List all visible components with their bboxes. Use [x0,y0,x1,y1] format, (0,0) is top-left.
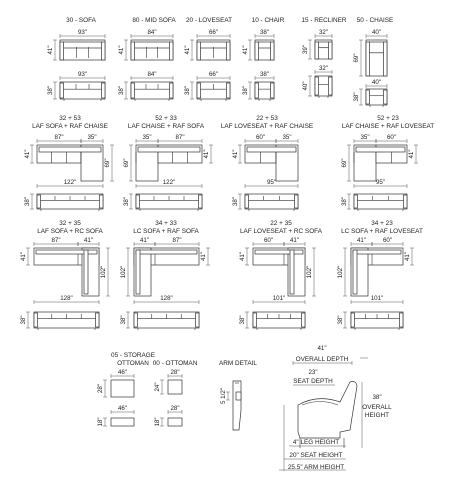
r1-item-5-front-arm-r [384,90,388,104]
r1-item-5-top-width-label: 40" [371,29,382,36]
r2-item-0-w1-label: 87" [54,134,64,141]
r1-item-3-height-label: 38" [242,85,249,96]
r3-item-1-left-dim-label: 102" [120,265,127,279]
r3-item-0-w2-label: 41" [83,237,94,244]
r2-item-3-name: LAF CHAISE + RAF LOVESEAT [341,123,435,130]
r3-item-1-front-arm-r [196,313,200,327]
r3-item-0-height-label: 38" [20,315,27,325]
r2-item-2-height-label: 38" [232,196,239,207]
r2-item-2-left-dim-label: 41" [232,149,239,159]
r2-item-3-w2-label: 60" [386,134,397,141]
r1-item-2-front-arm-l [197,83,201,98]
r3-item-2-total-label: 101" [272,295,286,302]
r1-item-2-front-arm-r [227,83,231,98]
r2-item-3-total-label: 95" [375,179,386,186]
ottoman-height-label: 18" [154,417,161,427]
r2-item-1-name: LAF CHAISE + RAF SOFA [127,123,205,130]
arm-height-label: 25.5" ARM HEIGHT [287,464,345,471]
r2-item-1-left-dim-label: 69" [123,158,130,168]
r1-item-3-depth-label: 41" [242,45,249,55]
r1-item-0-front-arm-r [102,83,106,98]
r3-item-0-w1-label: 87" [51,237,61,244]
r1-item-5-arm-right [384,42,388,76]
r1-item-5-arm-left [366,42,370,76]
overall-depth-label: OVERALL DEPTH [295,356,349,363]
r1-item-5-title: 50 - CHAISE [356,17,394,24]
r1-item-1-arm-right [170,42,174,60]
r1-item-4-front-arm-r [329,77,333,95]
r3-item-1-height-label: 38" [120,315,127,325]
r1-item-3-arm-right [271,42,275,60]
r1-item-1-arm-left [131,42,135,60]
r2-item-3-right-dim-label: 41" [408,149,415,159]
r1-item-5-front-width-label: 40" [371,79,382,86]
r1-item-3-title: 10 - CHAIR [251,17,285,24]
r1-item-0-front-outline [60,82,105,99]
r2-item-3-height-label: 38" [341,196,348,207]
r2-item-1-height-label: 38" [123,196,130,207]
r3-item-2-back-cushion [255,250,303,254]
r2-item-2-back-cushion [247,147,296,152]
ottoman-storage-depth-label: 28" [97,383,104,394]
r3-item-0-right-dim-label: 102" [100,265,107,279]
r2-item-3-front-arm-r [404,195,408,208]
r3-item-2-name: LAF LOVESEAT + RC SOFA [240,228,322,235]
r2-item-0-height-label: 38" [24,196,31,207]
r2-item-0-name: LAF SOFA + RAF CHAISE [32,123,108,130]
r1-item-0-depth-label: 41" [47,45,54,55]
leg-height-label: 4" LEG HEIGHT [292,439,340,446]
r3-item-2-left-dim-label: 41" [239,251,246,262]
r2-item-0-back-cushion [39,147,101,152]
r1-item-2-depth-label: 41" [184,45,191,55]
r3-item-3-w1-label: 41" [356,237,367,244]
r2-item-0-front-arm-r [100,195,104,208]
r1-item-3-front-width-label: 38" [259,71,270,78]
overall-height-label-2: HEIGHT [364,412,390,419]
r3-item-3-side-cushion [353,250,357,294]
r1-item-2-arm-right [227,42,231,60]
ottoman-storage-width-label: 46" [117,369,128,376]
r2-item-1-back-cushion [138,147,200,152]
r2-item-0-front-arm-l [37,195,41,208]
r2-item-3-front-outline [354,194,407,209]
r1-item-1-back-cushion [134,42,170,48]
r3-item-2-w1-label: 60" [263,237,274,244]
r2-item-2-code: 22 + 53 [256,115,278,122]
ottoman-storage-front [111,418,134,426]
r2-item-3-front-arm-l [354,195,358,208]
r1-item-2-height-label: 38" [184,85,191,96]
r1-item-2-title: 20 - LOVESEAT [185,17,233,24]
ottoman-depth-label: 24" [154,382,161,392]
r2-item-1-w1-label: 35" [142,134,152,141]
seat-height-label: 20" SEAT HEIGHT [289,452,343,459]
r3-item-3-front-arm-r [400,313,404,327]
r1-item-1-depth-label: 41" [118,45,125,55]
r3-item-0-front-arm-r [96,313,100,327]
r3-item-0-side-cushion [84,250,88,294]
r2-item-1-total-label: 122" [162,179,176,186]
r1-item-0-title: 30 - SOFA [66,17,96,24]
r2-item-1-code: 52 + 33 [155,115,177,122]
ottoman-storage-code: 05 - STORAGE [111,352,155,359]
r3-item-2-right-dim-label: 102" [306,265,313,279]
r2-item-3-back-cushion [356,147,405,152]
r3-item-0-code: 32 + 35 [59,220,81,227]
r3-item-3-right-dim-label: 41" [404,251,411,262]
r3-item-3-w2-label: 60" [382,237,393,244]
r2-item-3-code: 52 + 23 [377,115,399,122]
r3-item-0-left-dim-label: 41" [20,251,27,262]
r3-item-2-front-arm-r [302,313,306,327]
r3-item-1-w1-label: 41" [139,237,150,244]
r1-item-4-back-cushion [318,42,329,48]
r1-item-4-arm-left [315,42,319,59]
r3-item-3-height-label: 38" [337,315,344,325]
r2-item-0-right-dim-label: 69" [104,158,111,168]
r1-item-3-top-width-label: 38" [259,29,270,36]
ottoman-storage-name: OTTOMAN [117,360,149,367]
r1-item-5-depth-label: 69" [353,53,360,63]
overall-height-label-1: OVERALL [362,404,392,411]
r3-item-1-back-cushion [136,250,197,254]
r2-item-2-front-outline [245,194,298,209]
r3-item-2-code: 22 + 35 [270,220,292,227]
r1-item-0-front-width-label: 93" [77,71,88,78]
r2-item-3-w1-label: 35" [360,134,370,141]
r1-item-4-front-width-label: 32" [318,65,329,72]
r3-item-3-left-dim-label: 102" [337,265,344,279]
r2-item-1-right-dim-label: 41" [203,149,210,159]
r1-item-0-back-cushion [63,42,102,48]
r3-item-1-side-cushion [136,250,140,294]
seat-depth-label: SEAT DEPTH [293,378,333,385]
r1-item-4-front-arm-l [315,77,319,95]
ottoman-storage-top [111,380,134,397]
r1-item-1-title: 80 - MID SOFA [132,17,176,24]
r2-item-1-front-arm-l [136,195,140,208]
r1-item-3-front-arm-r [271,83,275,98]
r3-item-2-front-arm-l [253,313,257,327]
r3-item-3-front-arm-l [351,313,355,327]
sofa-profile-body [298,382,357,439]
r2-item-2-total-label: 95" [266,179,277,186]
ottoman-storage-height-label: 18" [97,417,104,427]
r1-item-1-top-width-label: 84" [147,29,157,36]
r1-item-2-front-width-label: 66" [208,71,219,78]
r2-item-2-front-arm-r [295,195,299,208]
r3-item-2-w2-label: 41" [289,237,300,244]
ottoman-code: 00 - OTTOMAN [152,360,198,367]
r1-item-5-back-cushion [369,42,384,53]
ottoman-storage-front-width-label: 46" [117,405,128,412]
r1-item-1-height-label: 38" [118,85,125,96]
r3-item-1-code: 34 + 33 [155,220,177,227]
r3-item-3-name: LC SOFA + RAF LOVESEAT [341,228,423,235]
r1-item-5-height-label: 38" [353,92,360,102]
r2-item-2-w2-label: 35" [282,134,292,141]
r2-item-0-left-dim-label: 41" [24,149,31,159]
r1-item-3-front-arm-l [255,83,259,98]
r1-item-3-back-cushion [258,42,271,48]
r3-item-2-height-label: 38" [239,315,246,325]
r1-item-4-depth-label: 39" [302,44,309,55]
r3-item-1-name: LC SOFA + RAF SOFA [133,228,199,235]
r3-item-1-w2-label: 87" [172,237,182,244]
r2-item-0-w2-label: 35" [87,134,97,141]
r3-item-3-code: 34 + 23 [371,220,393,227]
r1-item-1-front-arm-r [170,83,174,98]
r2-item-3-left-dim-label: 69" [341,158,348,168]
r1-item-0-height-label: 38" [47,85,54,96]
r3-item-3-total-label: 101" [370,295,384,302]
r1-item-4-arm-right [329,42,333,59]
r1-item-5-front-arm-l [366,90,370,104]
r3-item-1-front-arm-l [134,313,138,327]
overall-depth-value: 41" [317,345,327,352]
r2-item-1-w2-label: 87" [175,134,185,141]
arm-width-label: 5 1/2" [220,388,227,404]
arm-detail-profile [233,381,241,430]
r3-item-1-total-label: 128" [160,295,173,302]
r3-item-0-front-arm-l [34,313,38,327]
r1-item-0-arm-right [102,42,106,60]
r2-item-0-total-label: 122" [63,179,77,186]
ottoman-top [168,380,182,394]
ottoman-front-width-label: 28" [170,405,180,412]
r1-item-0-arm-left [60,42,64,60]
r3-item-1-right-dim-label: 41" [200,251,207,262]
r1-item-1-front-outline [131,82,173,99]
r1-item-4-top-width-label: 32" [318,29,329,36]
r3-item-0-total-label: 128" [60,295,73,302]
r1-item-4-height-label: 40" [302,81,309,91]
r3-item-3-back-cushion [353,250,401,254]
r2-item-1-front-arm-r [199,195,203,208]
r2-item-2-name: LAF LOVESEAT + RAF CHAISE [220,123,314,130]
overall-height-value: 38" [372,394,382,401]
r1-item-2-top-width-label: 66" [208,29,219,36]
r1-item-1-front-width-label: 84" [147,71,157,78]
r1-item-2-arm-left [197,42,201,60]
r2-item-2-front-arm-l [245,195,249,208]
ottoman-front [168,418,182,426]
r1-item-0-top-width-label: 93" [77,29,88,36]
r3-item-0-name: LAF SOFA + RC SOFA [37,228,103,235]
arm-detail-notch [236,392,241,400]
seat-depth-value: 23" [308,369,318,376]
r1-item-4-title: 15 - RECLINER [301,17,347,24]
r2-item-0-code: 32 + 53 [59,115,81,122]
ottoman-width-label: 28" [170,369,180,376]
r2-item-2-w1-label: 60" [255,134,266,141]
r1-item-1-front-arm-l [131,83,135,98]
arm-detail-title: ARM DETAIL [219,360,257,367]
r3-item-2-side-cushion [290,250,294,294]
r1-item-3-arm-left [255,42,259,60]
r1-item-0-front-arm-l [60,83,64,98]
